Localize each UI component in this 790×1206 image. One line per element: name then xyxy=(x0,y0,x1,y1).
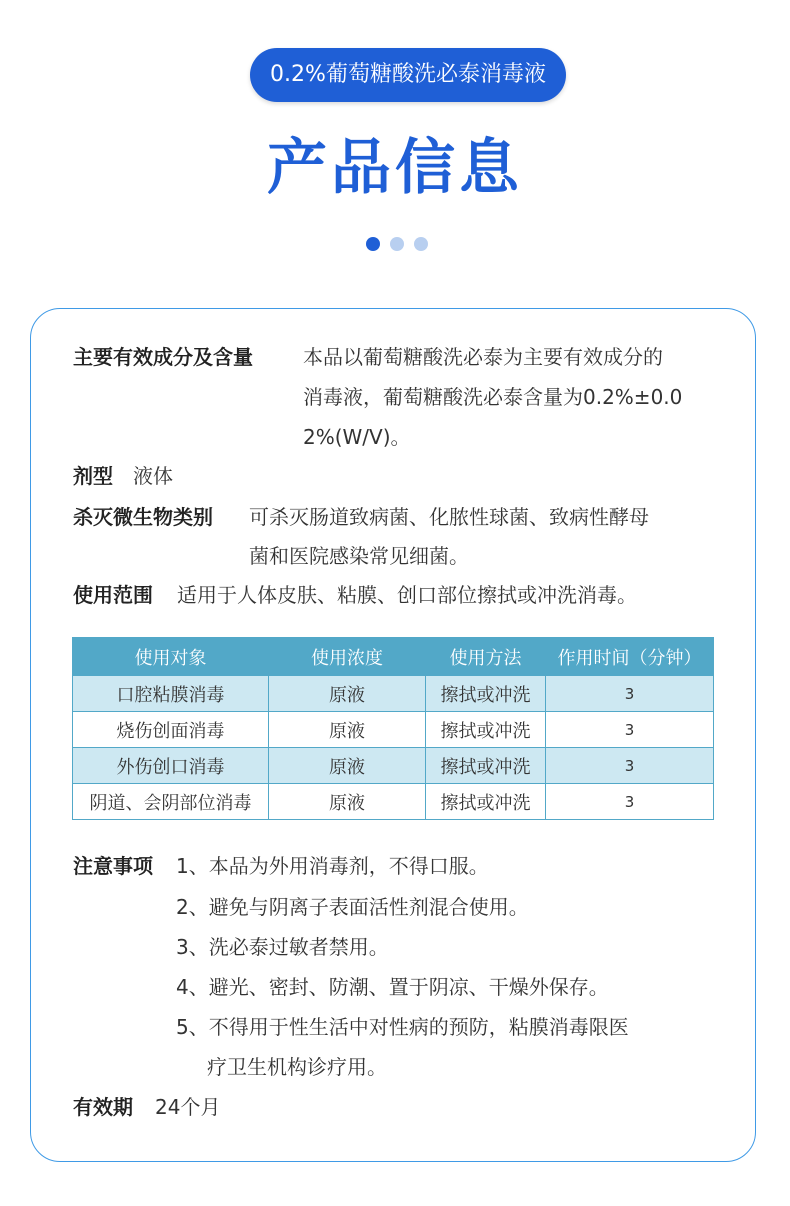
cell-duration: 3 xyxy=(546,748,714,784)
carousel-dot-active[interactable] xyxy=(366,237,380,251)
cell-concentration: 原液 xyxy=(269,784,426,820)
scope-value: 适用于人体皮肤、粘膜、创口部位擦拭或冲洗消毒。 xyxy=(177,583,637,607)
note-item: 3、洗必泰过敏者禁用。 xyxy=(176,935,389,959)
carousel-dots xyxy=(366,237,430,253)
expiry-value: 24个月 xyxy=(155,1095,221,1119)
scope-label: 使用范围 xyxy=(73,583,153,607)
column-header-target: 使用对象 xyxy=(73,638,269,676)
ingredients-line: 2%(W/V)。 xyxy=(303,425,411,449)
carousel-dot[interactable] xyxy=(414,237,428,251)
note-item-continuation: 疗卫生机构诊疗用。 xyxy=(207,1055,387,1079)
column-header-concentration: 使用浓度 xyxy=(269,638,426,676)
column-header-duration: 作用时间（分钟） xyxy=(546,638,714,676)
cell-method: 擦拭或冲洗 xyxy=(426,748,546,784)
form-label: 剂型 xyxy=(73,464,113,488)
note-item: 2、避免与阴离子表面活性剂混合使用。 xyxy=(176,895,529,919)
usage-table xyxy=(72,637,714,820)
notes-label: 注意事项 xyxy=(73,854,153,878)
table-header-row xyxy=(73,638,714,676)
cell-method: 擦拭或冲洗 xyxy=(426,784,546,820)
cell-method: 擦拭或冲洗 xyxy=(426,676,546,712)
ingredients-line: 消毒液，葡萄糖酸洗必泰含量为0.2%±0.0 xyxy=(303,385,683,409)
product-name-badge: 0.2%葡萄糖酸洗必泰消毒液 xyxy=(250,48,566,102)
microbes-line: 可杀灭肠道致病菌、化脓性球菌、致病性酵母 xyxy=(249,505,649,529)
cell-concentration: 原液 xyxy=(269,712,426,748)
note-item: 5、不得用于性生活中对性病的预防，粘膜消毒限医 xyxy=(176,1015,629,1039)
cell-duration: 3 xyxy=(546,712,714,748)
page-title: 产品信息 xyxy=(267,133,523,203)
form-value: 液体 xyxy=(133,464,173,488)
column-header-method: 使用方法 xyxy=(426,638,546,676)
cell-duration: 3 xyxy=(546,676,714,712)
table-row xyxy=(73,676,714,712)
note-item: 1、本品为外用消毒剂，不得口服。 xyxy=(176,854,489,878)
ingredients-label: 主要有效成分及含量 xyxy=(73,345,253,369)
cell-concentration: 原液 xyxy=(269,748,426,784)
cell-method: 擦拭或冲洗 xyxy=(426,712,546,748)
expiry-label: 有效期 xyxy=(73,1095,133,1119)
cell-concentration: 原液 xyxy=(269,676,426,712)
table-row xyxy=(73,784,714,820)
table-row xyxy=(73,712,714,748)
carousel-dot[interactable] xyxy=(390,237,404,251)
ingredients-line: 本品以葡萄糖酸洗必泰为主要有效成分的 xyxy=(303,345,663,369)
note-item: 4、避光、密封、防潮、置于阴凉、干燥外保存。 xyxy=(176,975,609,999)
microbes-label: 杀灭微生物类别 xyxy=(73,505,213,529)
cell-target: 烧伤创面消毒 xyxy=(73,712,269,748)
table-row xyxy=(73,748,714,784)
cell-target: 外伤创口消毒 xyxy=(73,748,269,784)
microbes-line: 菌和医院感染常见细菌。 xyxy=(249,544,469,568)
cell-target: 口腔粘膜消毒 xyxy=(73,676,269,712)
cell-duration: 3 xyxy=(546,784,714,820)
cell-target: 阴道、会阴部位消毒 xyxy=(73,784,269,820)
